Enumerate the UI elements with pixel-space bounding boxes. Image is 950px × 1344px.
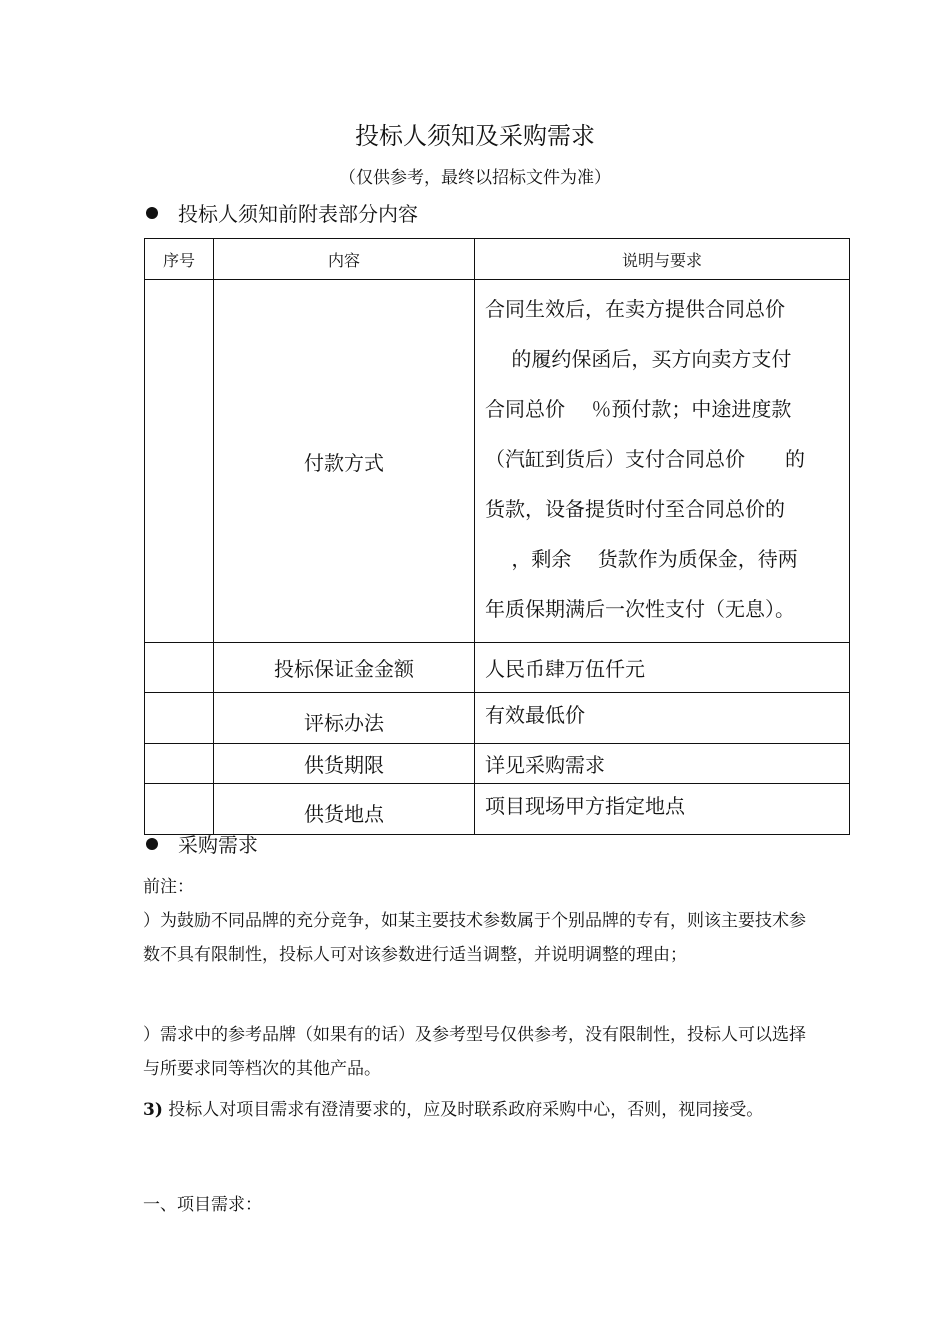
note-number: 3): [143, 1100, 163, 1120]
row-desc: 人民币肆万伍仟元: [475, 643, 850, 693]
header-seq: 序号: [145, 239, 214, 280]
row-desc: 有效最低价: [475, 693, 850, 744]
desc-line: 的履约保函后，买方向卖方支付: [485, 347, 792, 371]
row-desc: [475, 280, 850, 643]
section-heading-text: 采购需求: [178, 833, 258, 857]
row-desc: 详见采购需求: [475, 744, 850, 784]
row-seq: [145, 784, 214, 835]
row-item: 投标保证金金额: [214, 643, 475, 693]
section-heading-text: 投标人须知前附表部分内容: [178, 202, 418, 226]
table-row: [145, 784, 850, 835]
table-header-row: [145, 239, 850, 280]
row-desc: 项目现场甲方指定地点: [475, 784, 850, 835]
row-item: 评标办法: [214, 693, 475, 744]
table-row: [145, 744, 850, 784]
note-paragraph: ）需求中的参考品牌（如果有的话）及参考型号仅供参考，没有限制性，投标人可以选择与所要求同等档次的其他产品。: [143, 1025, 806, 1079]
header-desc: 说明与要求: [475, 239, 850, 280]
row-item: 付款方式: [214, 280, 475, 643]
document-subtitle: （仅供参考，最终以招标文件为准）: [339, 168, 611, 188]
row-seq: [145, 693, 214, 744]
section-heading-project: 一、项目需求：: [143, 1195, 262, 1215]
section-heading-procurement: [146, 829, 258, 858]
note-text: 投标人对项目需求有澄清要求的，应及时联系政府采购中心，否则，视同接受。: [162, 1100, 764, 1120]
note-paragraph: ）为鼓励不同品牌的充分竞争，如某主要技术参数属于个别品牌的专有，则该主要技术参数不具有限制性，投标人可对该参数进行适当调整，并说明调整的理由；: [143, 911, 806, 965]
section-heading-notice: [146, 198, 418, 227]
row-item: 供货地点: [214, 784, 475, 835]
row-item: 供货期限: [214, 744, 475, 784]
preface-label: 前注：: [143, 877, 194, 897]
header-content: 内容: [214, 239, 475, 280]
desc-line: ，剩余 货款作为质保金，待两: [485, 547, 798, 571]
requirements-table: [144, 238, 850, 835]
row-seq: [145, 643, 214, 693]
row-seq: [145, 744, 214, 784]
document-title: 投标人须知及采购需求: [355, 122, 595, 150]
table-row: [145, 693, 850, 744]
table-row: [145, 643, 850, 693]
desc-line: 合同总价 ％预付款；中途进度款: [485, 397, 792, 421]
desc-line: 年质保期满后一次性支付（无息）。: [485, 597, 795, 621]
desc-line: 合同生效后，在卖方提供合同总价: [485, 297, 785, 321]
note-paragraph: [143, 1093, 813, 1127]
desc-line: （汽缸到货后）支付合同总价 的: [485, 447, 805, 471]
bullet-icon: [146, 207, 158, 219]
row-seq: [145, 280, 214, 643]
table-row: [145, 280, 850, 643]
desc-line: 货款，设备提货时付至合同总价的: [485, 497, 785, 521]
bullet-icon: [146, 838, 158, 850]
